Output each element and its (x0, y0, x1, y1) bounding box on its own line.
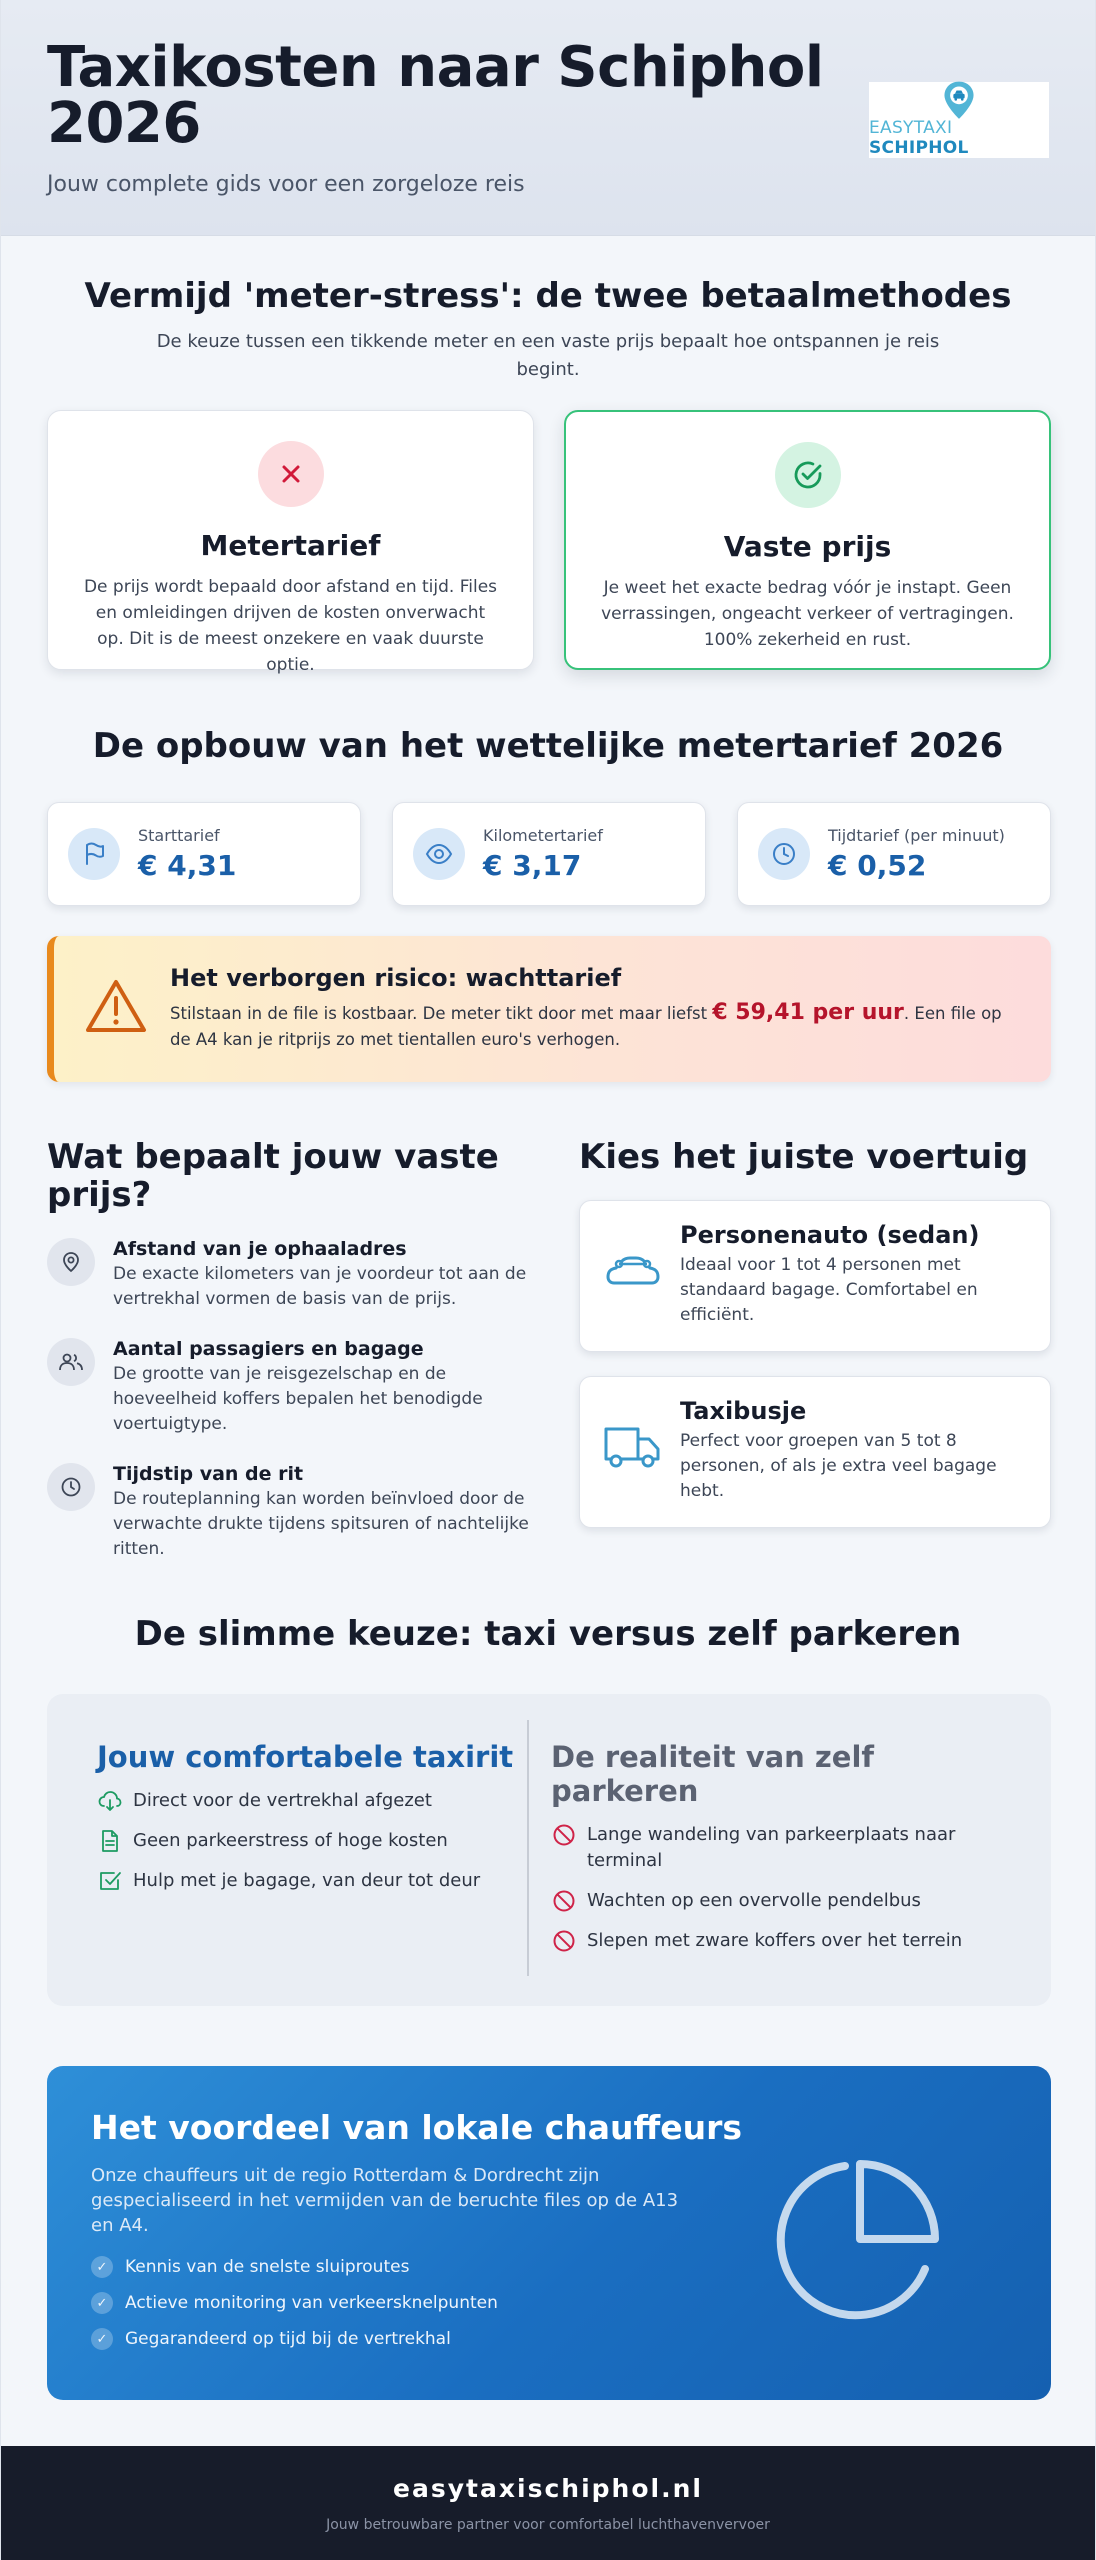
warning-text (170, 1000, 1021, 1053)
local-benefit-text: Actieve monitoring van verkeersknelpunten (125, 2293, 498, 2313)
comparison-divider (527, 1720, 529, 1976)
card-title: Vaste prijs (723, 530, 892, 563)
local-benefit (91, 2328, 1007, 2350)
logo[interactable] (869, 82, 1049, 158)
tariff-label: Kilometertarief (483, 826, 603, 845)
tariff-label: Tijdtarief (per minuut) (828, 826, 1005, 845)
parking-drawback (551, 1928, 991, 1954)
parking-drawback (551, 1822, 991, 1874)
local-drivers-panel (47, 2066, 1051, 2400)
taxi-benefit-text: Hulp met je bagage, van deur tot deur (133, 1870, 481, 1891)
parking-drawback (551, 1888, 991, 1914)
parking-drawback-text: Wachten op een overvolle pendelbus (587, 1890, 921, 1911)
vehicle-choice (579, 1138, 1051, 1528)
header (1, 0, 1095, 236)
logo-text-1: EASYTAXI (869, 118, 953, 138)
logo-text (869, 118, 1049, 158)
checkbox-icon (97, 1868, 123, 1894)
tariff-value: € 0,52 (828, 849, 927, 882)
check-icon: ✓ (91, 2256, 113, 2278)
check-icon: ✓ (91, 2292, 113, 2314)
local-title: Het voordeel van lokale chauffeurs (91, 2108, 743, 2147)
factors-title: Wat bepaalt jouw vaste prijs? (47, 1137, 499, 1215)
warning-icon (84, 978, 148, 1034)
taxi-benefit-text: Direct voor de vertrekhal afgezet (133, 1790, 432, 1811)
tariff-value: € 4,31 (138, 849, 237, 882)
flag-icon (68, 828, 120, 880)
vehicles-title: Kies het juiste voertuig (579, 1137, 1029, 1177)
meter-tariff-card (47, 410, 534, 675)
tariff-label: Starttarief (138, 826, 220, 845)
factor-item (47, 1238, 537, 1312)
comparison-panel (47, 1694, 1051, 2006)
taxi-benefit (97, 1868, 527, 1894)
sedan-card[interactable] (579, 1200, 1051, 1352)
payment-title: Vermijd 'meter-stress': de twee betaalmethodes (84, 276, 1012, 316)
footer-tagline: Jouw betrouwbare partner voor comfortabel luchthavenvervoer (326, 2517, 770, 2533)
warning-title: Het verborgen risico: wachttarief (170, 964, 622, 992)
payment-section (1, 276, 1095, 384)
taxi-benefit-text: Geen parkeerstress of hoge kosten (133, 1830, 448, 1851)
factor-text: De grootte van je reisgezelschap en de hoeveelheid koffers bepalen het benodigde voertuigtype. (113, 1364, 483, 1434)
fixed-price-card (564, 410, 1051, 670)
factor-item (47, 1463, 537, 1562)
factor-title: Afstand van je ophaaladres (113, 1238, 407, 1260)
eye-icon (413, 828, 465, 880)
cloud-download-icon (97, 1788, 123, 1814)
vehicle-title: Personenauto (sedan) (680, 1221, 980, 1249)
van-card[interactable] (579, 1376, 1051, 1528)
time-tariff-card (737, 802, 1051, 906)
parking-column (551, 1740, 991, 2006)
card-text: De prijs wordt bepaald door afstand en tijd. Files en omleidingen drijven de kosten onverwacht op. Dit is de meest onzekere en vaak duurste optie. (83, 577, 498, 675)
payment-subtitle: De keuze tussen een tikkende meter en een vaste prijs bepaalt hoe ontspannen je reis begint. (156, 331, 940, 380)
parking-title: De realiteit van zelf parkeren (551, 1740, 875, 1808)
factor-title: Tijdstip van de rit (113, 1463, 304, 1485)
taxi-column (47, 1740, 527, 2006)
local-text: Onze chauffeurs uit de regio Rotterdam & Dordrecht zijn gespecialiseerd in het vermijden van de beruchte files op de A13 en A4. (91, 2165, 679, 2236)
vehicle-title: Taxibusje (680, 1397, 807, 1425)
km-tariff-card (392, 802, 706, 906)
footer (1, 2446, 1095, 2560)
users-icon (47, 1338, 95, 1386)
tariff-title: De opbouw van het wettelijke metertarief 2026 (92, 726, 1004, 766)
prohibited-icon (551, 1888, 577, 1914)
x-icon (258, 441, 324, 507)
taxi-benefit (97, 1788, 527, 1814)
tariff-value: € 3,17 (483, 849, 582, 882)
factor-title: Aantal passagiers en bagage (113, 1338, 424, 1360)
check-icon: ✓ (91, 2328, 113, 2350)
tariff-cards (47, 802, 1051, 906)
payment-cards (47, 410, 1051, 675)
compare-title: De slimme keuze: taxi versus zelf parkeren (134, 1614, 962, 1654)
taxi-pin-icon (936, 80, 982, 122)
factor-item (47, 1338, 537, 1437)
vehicle-text: Perfect voor groepen van 5 tot 8 personen, of als je extra veel bagage hebt. (680, 1431, 997, 1501)
waiting-rate-highlight: € 59,41 per uur (712, 1000, 904, 1025)
logo-text-2: SCHIPHOL (869, 138, 969, 158)
warning-text-start: Stilstaan in de file is kostbaar. De meter tikt door met maar liefst (170, 1004, 713, 1023)
location-pin-icon (47, 1238, 95, 1286)
taxi-benefit (97, 1828, 527, 1854)
car-icon (602, 1251, 662, 1291)
footer-site-link[interactable]: easytaxischiphol.nl (393, 2474, 703, 2503)
page-title: Taxikosten naar Schiphol 2026 (47, 35, 824, 156)
document-icon (97, 1828, 123, 1854)
parking-drawback-text: Slepen met zware koffers over het terrein (587, 1930, 963, 1951)
price-factors (47, 1138, 537, 1562)
factor-text: De exacte kilometers van je voordeur tot aan de vertrekhal vormen de basis van de prijs. (113, 1264, 527, 1309)
van-icon (602, 1423, 662, 1471)
local-benefit-text: Gegarandeerd op tijd bij de vertrekhal (125, 2329, 451, 2349)
waiting-rate-warning (47, 936, 1051, 1082)
check-circle-icon (775, 442, 841, 508)
start-tariff-card (47, 802, 361, 906)
page-subtitle: Jouw complete gids voor een zorgeloze reis (47, 172, 525, 197)
prohibited-icon (551, 1822, 577, 1848)
card-text: Je weet het exacte bedrag vóór je instapt. Geen verrassingen, ongeacht verkeer of vertragingen. 100% zekerheid en rust. (601, 578, 1014, 650)
pie-chart-icon (775, 2154, 945, 2324)
factor-text: De routeplanning kan worden beïnvloed door de verwachte drukte tijdens spitsuren of nachtelijke ritten. (113, 1489, 529, 1559)
taxi-title: Jouw comfortabele taxirit (97, 1740, 514, 1774)
vehicle-text: Ideaal voor 1 tot 4 personen met standaard bagage. Comfortabel en efficiënt. (680, 1255, 978, 1325)
prohibited-icon (551, 1928, 577, 1954)
card-title: Metertarief (200, 529, 381, 562)
clock-icon (758, 828, 810, 880)
parking-drawback-text: Lange wandeling van parkeerplaats naar terminal (587, 1824, 956, 1871)
warning-text-end: . Een file op de A4 kan je ritprijs zo met tientallen euro's verhogen. (170, 1004, 1002, 1049)
clock-icon (47, 1463, 95, 1511)
local-benefit-text: Kennis van de snelste sluiproutes (125, 2257, 410, 2277)
